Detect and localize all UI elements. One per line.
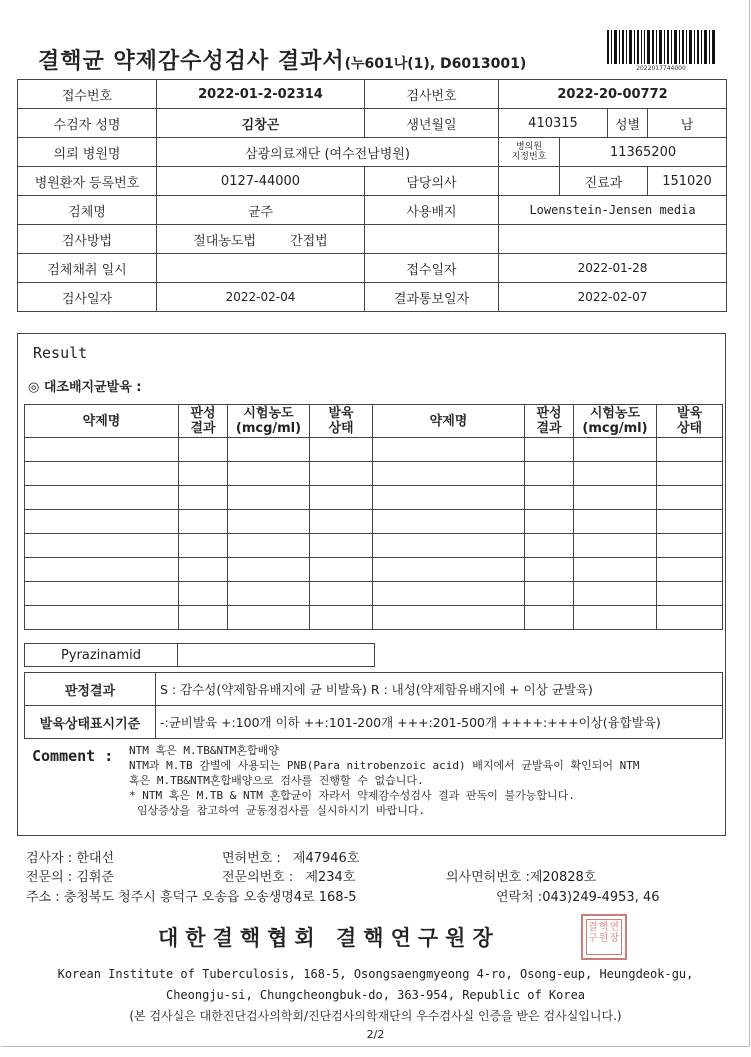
test-no-label: 검사번호 — [365, 80, 499, 109]
birth-date: 410315 — [499, 109, 608, 138]
hospital-patient-no-label: 병원환자 등록번호 — [18, 167, 157, 196]
table-row — [25, 534, 723, 558]
col-drug-name: 약제명 — [373, 405, 525, 438]
result-heading: Result — [33, 344, 88, 362]
report-code: (누601나(1), D6013001) — [344, 56, 527, 72]
patient-info-table — [17, 79, 727, 312]
growth-criteria: -:균비발육 +:100개 이하 ++:101-200개 +++:201-500개 ++++:+++이상(융합발육) — [156, 706, 723, 739]
col-concentration: 시험농도 (mcg/ml) — [228, 405, 310, 438]
growth-label: 발육상태표시기준 — [25, 706, 156, 739]
tester-row: 검사자 : 한대선 — [26, 851, 115, 866]
sex-value: 남 — [648, 109, 727, 138]
hospital-label: 의뢰 병원명 — [18, 138, 157, 167]
hospital-code: 11365200 — [560, 138, 727, 167]
specialist-no-row: 전문의번호 : 제234호 — [222, 870, 356, 885]
report-title: 결핵균 약제감수성검사 결과서(누601나(1), D6013001) — [38, 49, 527, 74]
official-seal: 결핵연구원장 — [581, 914, 627, 960]
collect-date-label: 검체채취 일시 — [18, 254, 157, 283]
col-growth: 발육 상태 — [657, 405, 723, 438]
license-row: 면허번호 : 제47946호 — [222, 851, 360, 866]
empty-cell — [499, 225, 727, 254]
test-no: 2022-20-00772 — [499, 80, 727, 109]
organization-name: 대한결핵협회 결핵연구원장 — [158, 926, 500, 950]
doctor-name — [499, 167, 560, 196]
drug-result-table — [24, 404, 723, 630]
table-row — [25, 486, 723, 510]
col-judge: 판성 결과 — [179, 405, 228, 438]
pyrazinamid-value — [178, 644, 375, 667]
doctor-label: 담당의사 — [365, 167, 499, 196]
contact-row: 연락처 :043)249-4953, 46 — [496, 890, 660, 905]
barcode-number: 2022017744000 — [636, 65, 686, 72]
address-english-1: Korean Institute of Tuberculosis, 168-5, Osongsaengmyeong 4-ro, Osong-eup, Heungdeok-gu, — [57, 967, 694, 981]
table-row — [25, 582, 723, 606]
specialist-row: 전문의 : 김휘준 — [26, 870, 115, 885]
dept-value: 151020 — [648, 167, 727, 196]
birth-label: 생년월일 — [365, 109, 499, 138]
table-row — [25, 558, 723, 582]
report-date: 2022-02-07 — [499, 283, 727, 312]
pyrazinamid-label: Pyrazinamid — [25, 644, 178, 667]
patient-name: 김창곤 — [157, 109, 365, 138]
table-row — [25, 462, 723, 486]
test-date: 2022-02-04 — [157, 283, 365, 312]
medium-value: Lowenstein-Jensen media — [499, 196, 727, 225]
page-number: 2/2 — [366, 1028, 385, 1041]
address-row: 주소 : 충청북도 청주시 흥덕구 오송읍 오송생명4로 168-5 — [26, 890, 357, 905]
table-row — [25, 606, 723, 630]
judge-label: 판정결과 — [25, 673, 156, 706]
method-value: 절대농도법 간접법 — [157, 225, 365, 254]
specimen-label: 검체명 — [18, 196, 157, 225]
receipt-date: 2022-01-28 — [499, 254, 727, 283]
test-date-label: 검사일자 — [18, 283, 157, 312]
hospital-patient-no: 0127-44000 — [157, 167, 365, 196]
collect-date — [157, 254, 365, 283]
barcode — [607, 30, 715, 64]
col-drug-name: 약제명 — [25, 405, 179, 438]
receipt-date-label: 접수일자 — [365, 254, 499, 283]
doctor-license-row: 의사면허번호 :제20828호 — [446, 870, 597, 885]
hospital-code-label: 병의원 지정번호 — [499, 138, 560, 167]
reception-no-label: 접수번호 — [18, 80, 157, 109]
control-culture-label: ◎ 대조배지균발육 : — [28, 380, 142, 395]
judge-criteria: S : 감수성(약제함유배지에 균 비발육) R : 내성(약제함유배지에 + 이상 균발육) — [156, 673, 723, 706]
col-concentration: 시험농도 (mcg/ml) — [574, 405, 657, 438]
pyrazinamid-table — [24, 643, 375, 667]
comment-label: Comment : — [32, 747, 114, 765]
col-judge: 판성 결과 — [525, 405, 574, 438]
hospital-name: 삼광의료재단 (여수전남병원) — [157, 138, 499, 167]
sex-label: 성별 — [608, 109, 648, 138]
empty-cell — [365, 225, 499, 254]
certification-note: (본 검사실은 대한진단검사의학회/진단검사의학재단의 우수검사실 인증을 받은 검사실입니다.) — [129, 1009, 622, 1023]
address-english-2: Cheongju-si, Chungcheongbuk-do, 363-954, Republic of Korea — [165, 988, 586, 1002]
medium-label: 사용배지 — [365, 196, 499, 225]
table-row — [25, 510, 723, 534]
dept-label: 진료과 — [560, 167, 648, 196]
col-growth: 발육 상태 — [310, 405, 373, 438]
report-date-label: 결과통보일자 — [365, 283, 499, 312]
specimen-value: 균주 — [157, 196, 365, 225]
legend-table — [24, 672, 723, 739]
reception-no: 2022-01-2-02314 — [157, 80, 365, 109]
method-label: 검사방법 — [18, 225, 157, 254]
comment-text: NTM 혹은 M.TB&NTM혼합배양 NTM과 M.TB 감별에 사용되는 PNB(Para nitrobenzoic acid) 배지에서 균발육이 확인되어 NTM 혹은 M.TB&NTM혼합배양으로 검사를 진행할 수 없습니다. * NTM 혹은 M.TB & NTM 혼합균이 자라서 약제감수성검사 결과 판독이 불가능합니다. 임상증상을 참고하여 균동정검사를 실시하시기 바랍니다. — [129, 744, 640, 817]
patient-name-label: 수검자 성명 — [18, 109, 157, 138]
table-row — [25, 438, 723, 462]
